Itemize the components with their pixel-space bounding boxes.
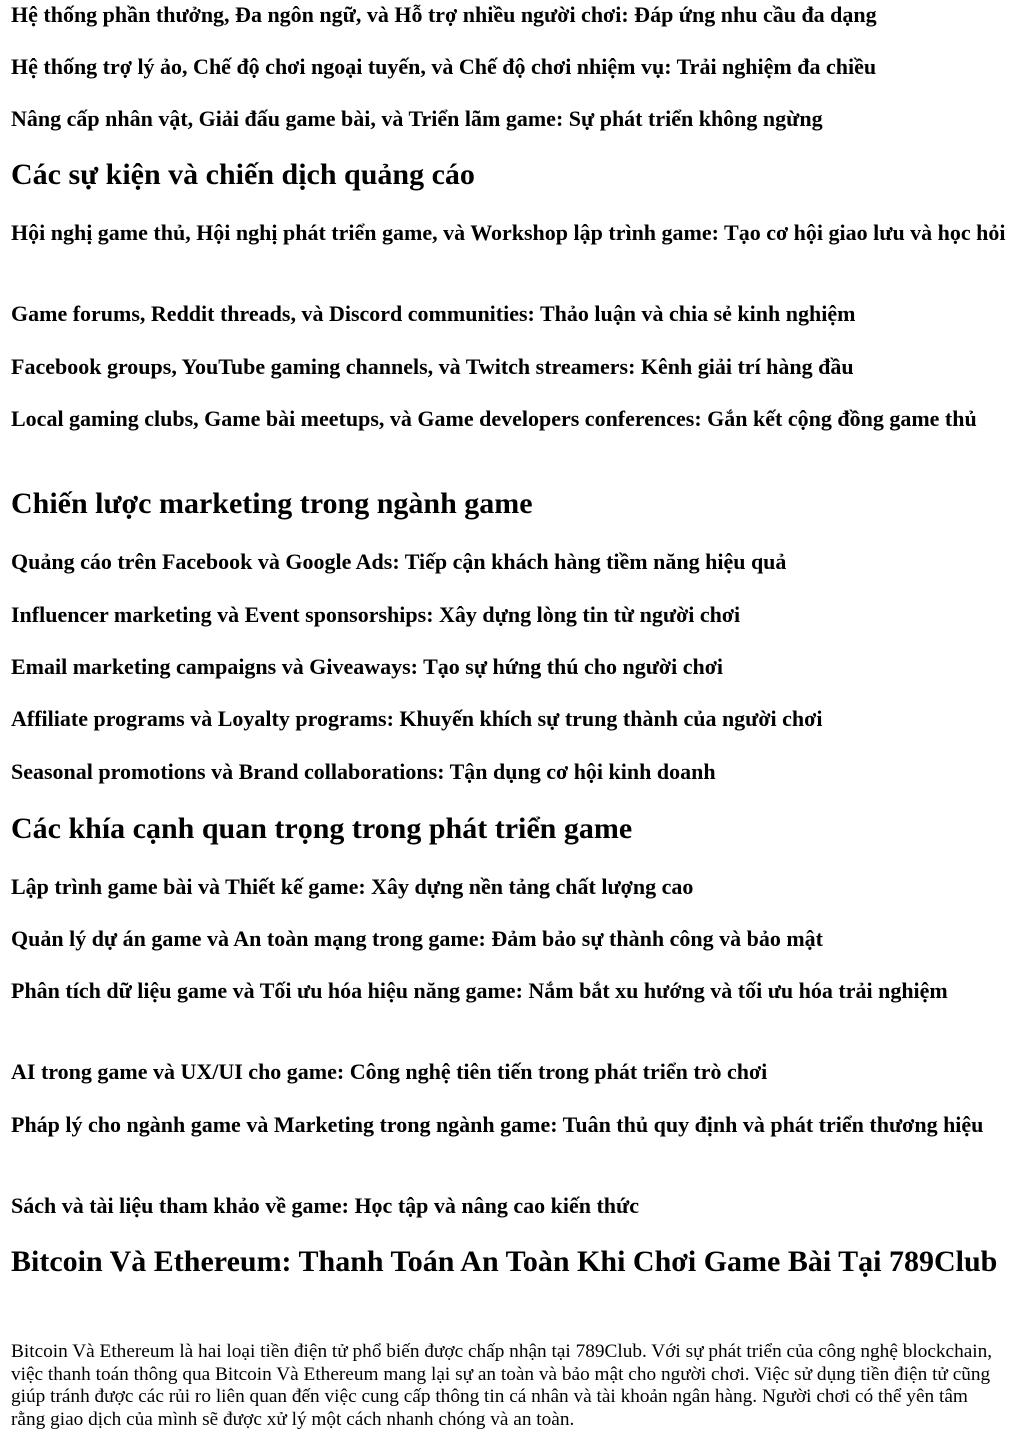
dev-line-books: Sách và tài liệu tham khảo về game: Học tập và nâng cao kiến thức [11, 1193, 639, 1218]
section-heading-events: Các sự kiện và chiến dịch quảng cáo [11, 158, 475, 191]
feature-line-upgrade: Nâng cấp nhân vật, Giải đấu game bài, và Triển lãm game: Sự phát triển không ngừng [11, 106, 823, 131]
section-heading-development: Các khía cạnh quan trọng trong phát triển game [11, 812, 633, 845]
marketing-line-email: Email marketing campaigns và Giveaways: Tạo sự hứng thú cho người chơi [11, 654, 724, 679]
marketing-line-influencer: Influencer marketing và Event sponsorships: Xây dựng lòng tin từ người chơi [11, 602, 741, 627]
event-line-conferences: Hội nghị game thủ, Hội nghị phát triển game, và Workshop lập trình game: Tạo cơ hội giao lưu và học hỏi [11, 220, 1006, 245]
page-title-bitcoin-ethereum: Bitcoin Và Ethereum: Thanh Toán An Toàn Khi Chơi Game Bài Tại 789Club [11, 1245, 998, 1278]
section-heading-marketing: Chiến lược marketing trong ngành game [11, 487, 533, 520]
feature-line-rewards: Hệ thống phần thưởng, Đa ngôn ngữ, và Hỗ trợ nhiều người chơi: Đáp ứng nhu cầu đa dạng [11, 2, 877, 27]
body-paragraph: Bitcoin Và Ethereum là hai loại tiền điện tử phổ biến được chấp nhận tại 789Club. Với sự phát triển của công nghệ blockchain, việc thanh toán thông qua Bitcoin Và Ethereum mang lại sự an toàn và bảo mật cho người chơi. Việc sử dụng tiền điện tử cũng giúp tránh được các rủi ro liên quan đến việc cung cấp thông tin cá nhân và tài khoản ngân hàng. Người chơi có thể yên tâm rằng giao dịch của mình sẽ được xử lý một cách nhanh chóng và an toàn. [11, 1341, 993, 1430]
dev-line-data-analysis: Phân tích dữ liệu game và Tối ưu hóa hiệu năng game: Nắm bắt xu hướng và tối ưu hóa trải nghiệm [11, 978, 948, 1003]
dev-line-legal: Pháp lý cho ngành game và Marketing trong ngành game: Tuân thủ quy định và phát triển thương hiệu [11, 1112, 984, 1137]
dev-line-project-management: Quản lý dự án game và An toàn mạng trong game: Đảm bảo sự thành công và bảo mật [11, 926, 823, 951]
marketing-line-ads: Quảng cáo trên Facebook và Google Ads: Tiếp cận khách hàng tiềm năng hiệu quả [11, 549, 787, 574]
event-line-social: Facebook groups, YouTube gaming channels, và Twitch streamers: Kênh giải trí hàng đầu [11, 354, 854, 379]
feature-line-assistant: Hệ thống trợ lý ảo, Chế độ chơi ngoại tuyến, và Chế độ chơi nhiệm vụ: Trải nghiệm đa chiều [11, 54, 877, 79]
marketing-line-affiliate: Affiliate programs và Loyalty programs: Khuyến khích sự trung thành của người chơi [11, 706, 823, 731]
dev-line-programming: Lập trình game bài và Thiết kế game: Xây dựng nền tảng chất lượng cao [11, 874, 694, 899]
marketing-line-seasonal: Seasonal promotions và Brand collaborations: Tận dụng cơ hội kinh doanh [11, 759, 716, 784]
dev-line-ai-uxui: AI trong game và UX/UI cho game: Công nghệ tiên tiến trong phát triển trò chơi [11, 1059, 768, 1084]
event-line-local-clubs: Local gaming clubs, Game bài meetups, và Game developers conferences: Gắn kết cộng đồng game thủ [11, 406, 977, 431]
event-line-forums: Game forums, Reddit threads, và Discord communities: Thảo luận và chia sẻ kinh nghiệm [11, 301, 856, 326]
